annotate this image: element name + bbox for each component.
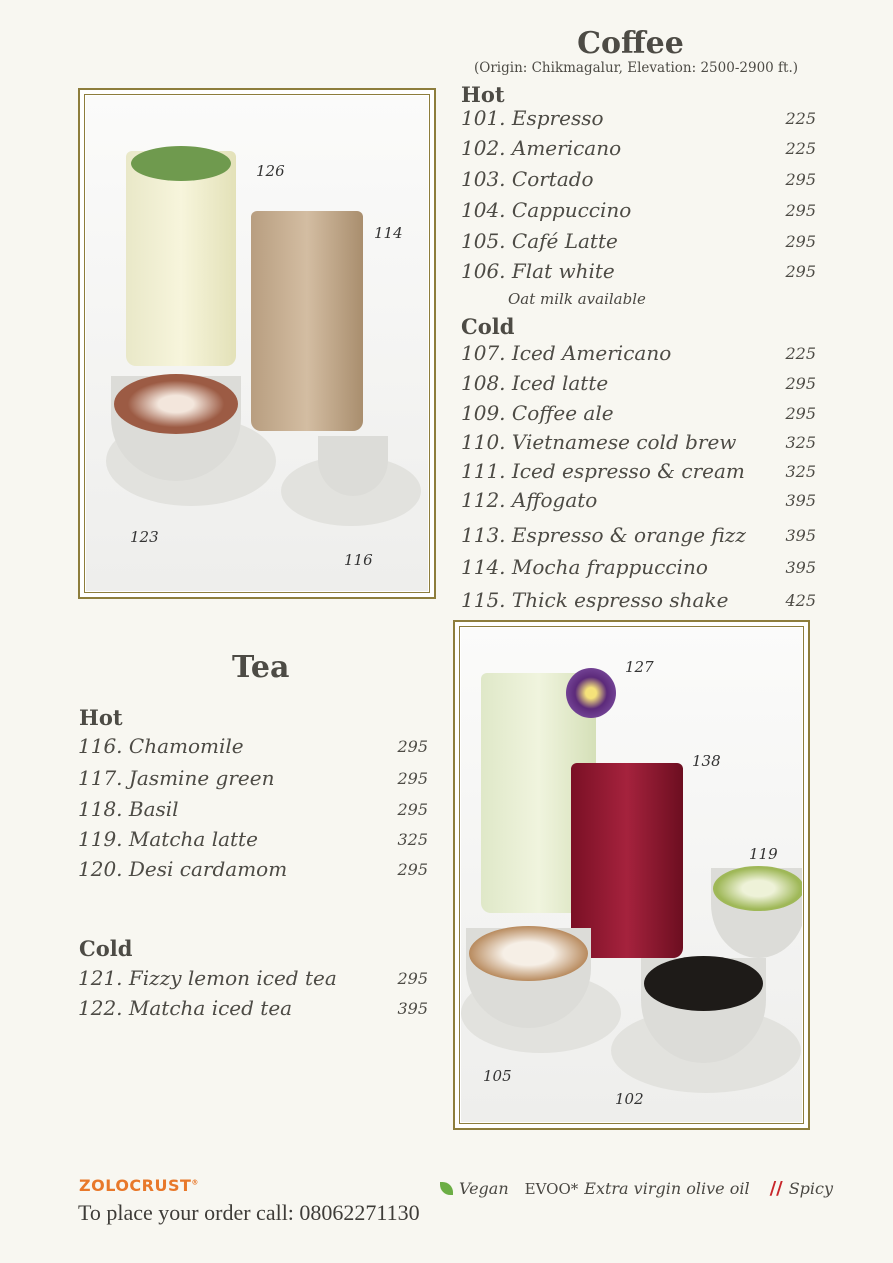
photo-label: 138 [692, 752, 721, 770]
legend-evoo: EVOO* [524, 1179, 579, 1198]
menu-item-price: 325 [785, 433, 816, 452]
photo-label: 127 [625, 658, 654, 676]
menu-item-price: 395 [785, 526, 816, 545]
menu-item-name: 107. Iced Americano [461, 341, 672, 365]
menu-item-name: 110. Vietnamese cold brew [461, 430, 737, 454]
menu-item-name: 113. Espresso & orange fizz [461, 523, 746, 547]
menu-item [78, 996, 428, 1022]
menu-item-name: 105. Café Latte [461, 229, 618, 253]
menu-item [78, 734, 428, 760]
menu-item [461, 588, 816, 614]
menu-item-name: 104. Cappuccino [461, 198, 632, 222]
menu-item-name: 116. Chamomile [78, 734, 244, 758]
menu-item [461, 136, 816, 162]
menu-item-name: 117. Jasmine green [78, 766, 275, 790]
menu-item [461, 459, 816, 485]
menu-item-price: 295 [785, 201, 816, 220]
menu-item-name: 106. Flat white [461, 259, 615, 283]
menu-item [461, 523, 816, 549]
photo-frame-coffee [78, 88, 436, 599]
menu-item-price: 295 [397, 769, 428, 788]
menu-item-price: 295 [397, 800, 428, 819]
brand-logo: ZOLOCRUST® [79, 1176, 199, 1195]
coffee-title: Coffee [577, 26, 684, 61]
menu-item-price: 295 [785, 232, 816, 251]
menu-item-price: 295 [397, 737, 428, 756]
menu-item [78, 797, 428, 823]
menu-item-name: 122. Matcha iced tea [78, 996, 293, 1020]
menu-item-price: 295 [785, 170, 816, 189]
menu-item-price: 295 [397, 860, 428, 879]
order-phone-text: To place your order call: 08062271130 [78, 1200, 420, 1225]
menu-item [461, 555, 816, 581]
menu-item-price: 225 [785, 109, 816, 128]
drinks-photo [86, 96, 428, 591]
menu-item [78, 966, 428, 992]
menu-item [461, 106, 816, 132]
menu-item [461, 198, 816, 224]
menu-item-name: 111. Iced espresso & cream [461, 459, 745, 483]
menu-item [78, 766, 428, 792]
photo-label: 119 [749, 845, 778, 863]
menu-item-name: 109. Coffee ale [461, 401, 614, 425]
menu-item-name: 119. Matcha latte [78, 827, 258, 851]
menu-item-name: 118. Basil [78, 797, 179, 821]
coffee-cold-heading: Cold [461, 314, 515, 339]
menu-item-name: 112. Affogato [461, 488, 598, 512]
chili-icon: // [769, 1178, 783, 1199]
menu-item-price: 225 [785, 139, 816, 158]
menu-item-price: 395 [785, 558, 816, 577]
menu-item-price: 225 [785, 344, 816, 363]
menu-item-name: 114. Mocha frappuccino [461, 555, 708, 579]
leaf-icon [440, 1182, 453, 1195]
legend [440, 1178, 833, 1199]
tea-hot-heading: Hot [79, 705, 123, 730]
photo-frame-tea [453, 620, 810, 1130]
menu-item [461, 371, 816, 397]
menu-item-price: 295 [785, 374, 816, 393]
menu-item-price: 325 [397, 830, 428, 849]
menu-item-price: 395 [397, 999, 428, 1018]
coffee-subtitle: (Origin: Chikmagalur, Elevation: 2500-2900 ft.) [474, 60, 799, 76]
drinks-photo [461, 628, 802, 1122]
menu-item-price: 295 [785, 262, 816, 281]
menu-item-name: 121. Fizzy lemon iced tea [78, 966, 337, 990]
photo-label: 126 [256, 162, 285, 180]
menu-item-price: 295 [397, 969, 428, 988]
menu-item [78, 827, 428, 853]
menu-item [461, 229, 816, 255]
menu-item [461, 167, 816, 193]
menu-item [461, 430, 816, 456]
photo-label: 114 [374, 224, 403, 242]
photo-label: 105 [483, 1067, 512, 1085]
menu-item [461, 259, 816, 285]
menu-item-price: 395 [785, 491, 816, 510]
menu-item [461, 401, 816, 427]
photo-label: 116 [344, 551, 373, 569]
menu-item-name: 102. Americano [461, 136, 622, 160]
menu-item-price: 425 [785, 591, 816, 610]
tea-title: Tea [232, 650, 290, 685]
coffee-hot-heading: Hot [461, 82, 505, 107]
menu-item-name: 101. Espresso [461, 106, 604, 130]
menu-item [461, 488, 816, 514]
menu-item-name: 115. Thick espresso shake [461, 588, 729, 612]
menu-item-price: 325 [785, 462, 816, 481]
photo-label: 123 [130, 528, 159, 546]
oat-milk-note: Oat milk available [508, 290, 646, 308]
photo-label: 102 [615, 1090, 644, 1108]
legend-evoo-desc: Extra virgin olive oil [584, 1179, 750, 1198]
tea-cold-heading: Cold [79, 936, 133, 961]
menu-item-name: 103. Cortado [461, 167, 594, 191]
menu-item-name: 120. Desi cardamom [78, 857, 288, 881]
menu-item-price: 295 [785, 404, 816, 423]
menu-item [461, 341, 816, 367]
legend-spicy: Spicy [788, 1179, 834, 1198]
legend-vegan: Vegan [459, 1179, 509, 1198]
menu-item-name: 108. Iced latte [461, 371, 609, 395]
menu-item [78, 857, 428, 883]
